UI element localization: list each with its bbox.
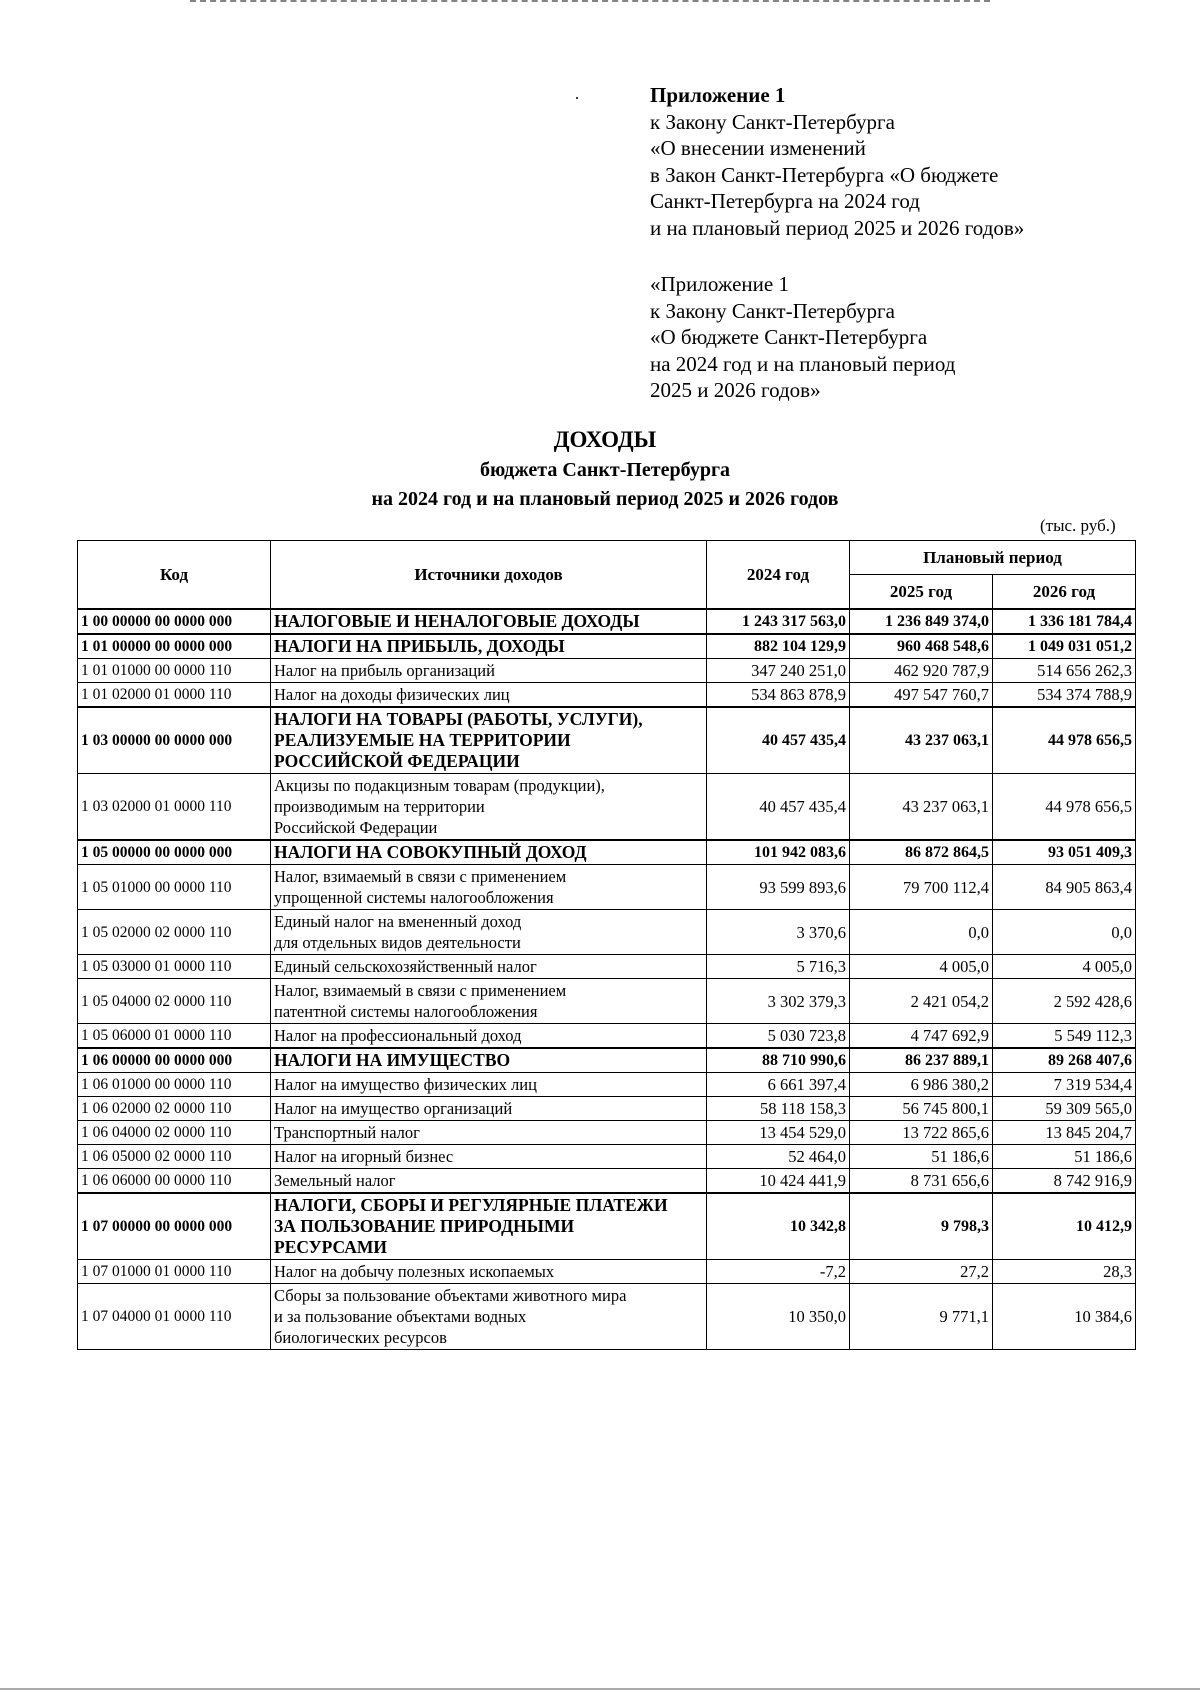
income-table-body [78,609,1136,1350]
income-table [77,540,1136,1350]
cell-2024: 6 661 397,4 [707,1073,850,1097]
cell-source [271,609,707,634]
cell-2025: 6 986 380,2 [850,1073,993,1097]
cell-2024: 882 104 129,9 [707,634,850,659]
cell-source [271,955,707,979]
cell-source [271,659,707,683]
cell-2026: 28,3 [993,1260,1136,1284]
cell-source-line: НАЛОГИ, СБОРЫ И РЕГУЛЯРНЫЕ ПЛАТЕЖИ [274,1195,668,1215]
appendix-current-line: к Закону Санкт-Петербурга [650,109,895,134]
cell-code: 1 05 01000 00 0000 110 [78,865,271,910]
cell-source-line: НАЛОГОВЫЕ И НЕНАЛОГОВЫЕ ДОХОДЫ [274,611,640,631]
cell-2025: 2 421 054,2 [850,979,993,1024]
cell-source-line: Сборы за пользование объектами животного мира [274,1286,627,1305]
cell-source [271,774,707,841]
cell-2026: 534 374 788,9 [993,683,1136,708]
appendix-current-line: в Закон Санкт-Петербурга «О бюджете [650,162,999,187]
cell-source [271,1193,707,1260]
header-planned-period: Плановый период [850,541,1136,575]
cell-code: 1 05 02000 02 0000 110 [78,910,271,955]
appendix-current-block [650,82,1024,241]
cell-code: 1 06 05000 02 0000 110 [78,1145,271,1169]
cell-2024: 3 370,6 [707,910,850,955]
cell-code: 1 01 02000 01 0000 110 [78,683,271,708]
appendix-original-line: 2025 и 2026 годов» [650,378,821,402]
cell-2024: 88 710 990,6 [707,1048,850,1073]
table-row [78,774,1136,841]
cell-2025: 960 468 548,6 [850,634,993,659]
cell-2026: 2 592 428,6 [993,979,1136,1024]
cell-2026: 10 412,9 [993,1193,1136,1260]
table-row-section [78,840,1136,865]
table-row-section [78,1193,1136,1260]
table-row [78,659,1136,683]
cell-code: 1 07 01000 01 0000 110 [78,1260,271,1284]
cell-source [271,840,707,865]
header-source: Источники доходов [271,541,707,610]
cell-code: 1 00 00000 00 0000 000 [78,609,271,634]
table-row [78,865,1136,910]
header-2024: 2024 год [707,541,850,610]
cell-source-line: Налог на имущество физических лиц [274,1075,537,1094]
cell-source [271,979,707,1024]
cell-2025: 43 237 063,1 [850,774,993,841]
cell-2026: 5 549 112,3 [993,1024,1136,1049]
cell-source-line: Налог на профессиональный доход [274,1026,522,1045]
table-row [78,1073,1136,1097]
cell-2025: 1 236 849 374,0 [850,609,993,634]
cell-source-line: РОССИЙСКОЙ ФЕДЕРАЦИИ [274,751,520,771]
cell-2024: 101 942 083,6 [707,840,850,865]
title-line-2: бюджета Санкт-Петербурга [479,459,731,481]
cell-source-line: Налог, взимаемый в связи с применением [274,981,567,1000]
table-row-section [78,609,1136,634]
cell-2025: 462 920 787,9 [850,659,993,683]
cell-source [271,865,707,910]
cell-2025: 9 798,3 [850,1193,993,1260]
header-2025: 2025 год [850,575,993,610]
cell-2025: 79 700 112,4 [850,865,993,910]
table-row [78,955,1136,979]
table-row [78,1284,1136,1350]
cell-2026: 89 268 407,6 [993,1048,1136,1073]
cell-source [271,1121,707,1145]
cell-2024: 10 342,8 [707,1193,850,1260]
cell-2025: 8 731 656,6 [850,1169,993,1194]
cell-2025: 56 745 800,1 [850,1097,993,1121]
cell-2025: 13 722 865,6 [850,1121,993,1145]
cell-source-line: Единый налог на вмененный доход [274,912,522,931]
cell-source [271,1097,707,1121]
cell-source-line: Земельный налог [274,1171,396,1190]
cell-2026: 84 905 863,4 [993,865,1136,910]
cell-2024: 40 457 435,4 [707,774,850,841]
cell-2025: 86 872 864,5 [850,840,993,865]
cell-2024: 58 118 158,3 [707,1097,850,1121]
cell-2024: 52 464,0 [707,1145,850,1169]
cell-2026: 1 336 181 784,4 [993,609,1136,634]
cell-source-line: Налог, взимаемый в связи с применением [274,867,567,886]
cell-source [271,910,707,955]
cell-2024: 5 030 723,8 [707,1024,850,1049]
cell-2025: 4 747 692,9 [850,1024,993,1049]
cell-source [271,634,707,659]
appendix-current-line: Санкт-Петербурга на 2024 год [650,189,920,213]
cell-source-line: биологических ресурсов [274,1328,447,1347]
cell-2026: 51 186,6 [993,1145,1136,1169]
cell-source-line: Налог на имущество организаций [274,1099,513,1118]
cell-source-line: РЕАЛИЗУЕМЫЕ НА ТЕРРИТОРИИ [274,730,571,750]
cell-code: 1 05 00000 00 0000 000 [78,840,271,865]
cell-2024: 40 457 435,4 [707,707,850,774]
cell-source [271,1048,707,1073]
cell-source-line: НАЛОГИ НА ПРИБЫЛЬ, ДОХОДЫ [274,636,565,656]
cell-code: 1 01 00000 00 0000 000 [78,634,271,659]
cell-code: 1 07 00000 00 0000 000 [78,1193,271,1260]
cell-source [271,1145,707,1169]
cell-2026: 7 319 534,4 [993,1073,1136,1097]
table-row [78,1121,1136,1145]
cell-source-line: Налог на добычу полезных ископаемых [274,1262,555,1281]
cell-2026: 59 309 565,0 [993,1097,1136,1121]
table-row-section [78,634,1136,659]
appendix-current-line: и на плановый период 2025 и 2026 годов» [650,215,1025,240]
table-row [78,1097,1136,1121]
scan-artifact-top [190,0,990,4]
cell-source-line: Российской Федерации [274,818,438,837]
table-row [78,979,1136,1024]
cell-code: 1 03 00000 00 0000 000 [78,707,271,774]
cell-2024: -7,2 [707,1260,850,1284]
table-row [78,1260,1136,1284]
cell-source-line: упрощенной системы налогообложения [274,888,554,907]
cell-2024: 534 863 878,9 [707,683,850,708]
appendix-current-heading: Приложение 1 [650,83,786,107]
appendix-current-line: «О внесении изменений [650,136,866,160]
cell-source [271,707,707,774]
cell-2026: 93 051 409,3 [993,840,1136,865]
cell-code: 1 01 01000 00 0000 110 [78,659,271,683]
units-label: (тыс. руб.) [1040,516,1116,535]
cell-source-line: НАЛОГИ НА ТОВАРЫ (РАБОТЫ, УСЛУГИ), [274,709,643,729]
cell-2026: 514 656 262,3 [993,659,1136,683]
cell-2024: 10 350,0 [707,1284,850,1350]
cell-2026: 10 384,6 [993,1284,1136,1350]
table-row [78,1145,1136,1169]
cell-2026: 4 005,0 [993,955,1136,979]
appendix-original-line: «Приложение 1 [650,272,789,296]
cell-code: 1 05 06000 01 0000 110 [78,1024,271,1049]
cell-2025: 86 237 889,1 [850,1048,993,1073]
scan-speck [576,97,578,99]
cell-2025: 497 547 760,7 [850,683,993,708]
cell-source [271,1169,707,1194]
title-line-3: на 2024 год и на плановый период 2025 и 2026 годов [371,488,839,510]
cell-source-line: Единый сельскохозяйственный налог [274,957,537,976]
cell-source-line: ЗА ПОЛЬЗОВАНИЕ ПРИРОДНЫМИ [274,1216,575,1236]
document-title [0,424,1200,514]
appendix-original-block [650,271,955,404]
table-row [78,1169,1136,1194]
cell-code: 1 07 04000 01 0000 110 [78,1284,271,1350]
cell-source [271,1284,707,1350]
cell-2024: 93 599 893,6 [707,865,850,910]
header-code: Код [78,541,271,610]
cell-source [271,1024,707,1049]
table-row-section [78,707,1136,774]
appendix-original-line: «О бюджете Санкт-Петербурга [650,325,928,349]
title-line-1: ДОХОДЫ [553,427,657,452]
cell-2026: 8 742 916,9 [993,1169,1136,1194]
cell-source-line: для отдельных видов деятельности [274,933,521,952]
cell-code: 1 06 02000 02 0000 110 [78,1097,271,1121]
cell-source [271,1260,707,1284]
cell-source-line: Налог на доходы физических лиц [274,685,510,704]
table-row-section [78,1048,1136,1073]
cell-code: 1 03 02000 01 0000 110 [78,774,271,841]
cell-code: 1 06 00000 00 0000 000 [78,1048,271,1073]
cell-2024: 347 240 251,0 [707,659,850,683]
cell-2024: 3 302 379,3 [707,979,850,1024]
cell-code: 1 05 04000 02 0000 110 [78,979,271,1024]
cell-source-line: и за пользование объектами водных [274,1307,527,1326]
cell-2025: 27,2 [850,1260,993,1284]
cell-source [271,683,707,708]
cell-source-line: производимым на территории [274,797,485,816]
cell-code: 1 06 06000 00 0000 110 [78,1169,271,1194]
cell-2024: 5 716,3 [707,955,850,979]
cell-2025: 9 771,1 [850,1284,993,1350]
scan-artifact-bottom [0,1688,1200,1690]
cell-code: 1 05 03000 01 0000 110 [78,955,271,979]
cell-2024: 13 454 529,0 [707,1121,850,1145]
cell-code: 1 06 04000 02 0000 110 [78,1121,271,1145]
header-2026: 2026 год [993,575,1136,610]
cell-source-line: Налог на игорный бизнес [274,1147,454,1166]
cell-source-line: Транспортный налог [274,1123,420,1142]
cell-source-line: патентной системы налогообложения [274,1002,538,1021]
cell-2024: 10 424 441,9 [707,1169,850,1194]
cell-2026: 44 978 656,5 [993,707,1136,774]
appendix-original-line: к Закону Санкт-Петербурга [650,298,895,323]
table-row [78,683,1136,708]
cell-code: 1 06 01000 00 0000 110 [78,1073,271,1097]
table-row [78,1024,1136,1049]
cell-source-line: Акцизы по подакцизным товарам (продукции), [274,776,605,795]
cell-2026: 0,0 [993,910,1136,955]
cell-2025: 51 186,6 [850,1145,993,1169]
cell-2024: 1 243 317 563,0 [707,609,850,634]
appendix-original-line: на 2024 год и на плановый период [650,351,956,376]
cell-2025: 43 237 063,1 [850,707,993,774]
cell-2026: 1 049 031 051,2 [993,634,1136,659]
table-row [78,910,1136,955]
cell-2025: 0,0 [850,910,993,955]
cell-source [271,1073,707,1097]
cell-source-line: НАЛОГИ НА СОВОКУПНЫЙ ДОХОД [274,842,587,862]
cell-2026: 44 978 656,5 [993,774,1136,841]
cell-2026: 13 845 204,7 [993,1121,1136,1145]
cell-2025: 4 005,0 [850,955,993,979]
cell-source-line: РЕСУРСАМИ [274,1237,388,1257]
cell-source-line: Налог на прибыль организаций [274,661,495,680]
cell-source-line: НАЛОГИ НА ИМУЩЕСТВО [274,1050,511,1070]
